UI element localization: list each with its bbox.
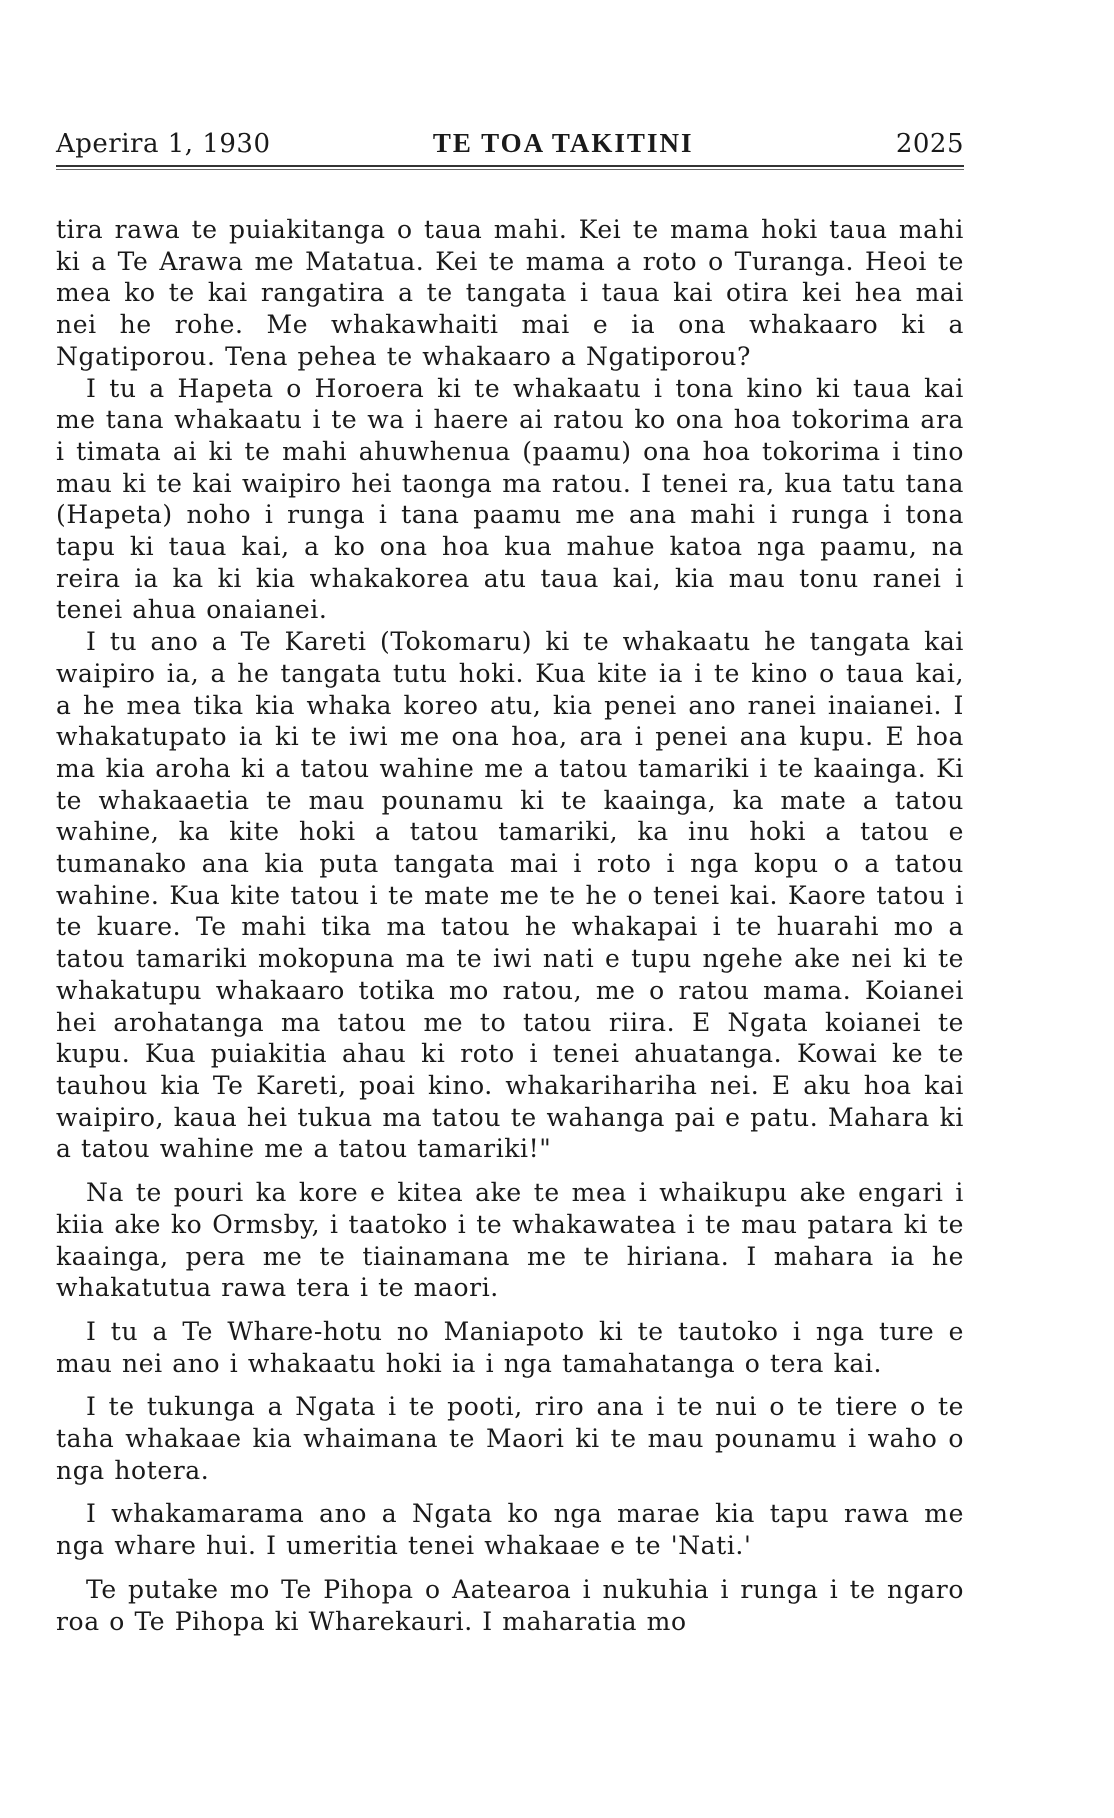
document-page [56, 128, 964, 1637]
publication-title: TE TOA TAKITINI [432, 128, 694, 158]
running-header [56, 128, 964, 167]
header-rule [56, 169, 964, 170]
paragraph-2: I tu a Hapeta o Horoera ki te whakaatu i tona kino ki taua kai me tana whakaatu i te wa i haere ai ratou ko ona hoa tokorima ara i timata ai ki te mahi ahuwhenua (paamu) ona hoa tokorima i tino mau ki te kai waipiro hei taonga ma ratou. I tenei ra, kua tatu tana (Hapeta) noho i runga i tana paamu me ana mahi i runga i tona tapu ki taua kai, a ko ona hoa kua mahue katoa nga paamu, na reira ia ka ki kia whakakorea atu taua kai, kia mau tonu ranei i tenei ahua onaianei. [56, 373, 964, 625]
paragraph-3: I tu ano a Te Kareti (Tokomaru) ki te whakaatu he tangata kai waipiro ia, a he tangata tutu hoki. Kua kite ia i te kino o taua kai, a he mea tika kia whaka koreo atu, kia penei ano ranei inaianei. I whakatupato ia ki te iwi me ona hoa, ara i penei ana kupu. E hoa ma kia aroha ki a tatou wahine me a tatou tamariki i te kaainga. Ki te whakaaetia te mau pounamu ki te kaainga, ka mate a tatou wahine, ka kite hoki a tatou tamariki, ka inu hoki a tatou e tumanako ana kia puta tangata mai i roto i nga kopu o a tatou wahine. Kua kite tatou i te mate me te he o tenei kai. Kaore tatou i te kuare. Te mahi tika ma tatou he whakapai i te huarahi mo a tatou tamariki mokopuna ma te iwi nati e tupu ngehe ake nei ki te whakatupu whakaaro totika mo ratou, me o ratou mama. Koianei hei arohatanga ma tatou me to tatou riira. E Ngata koianei te kupu. Kua puiakitia ahau ki roto i tenei ahuatanga. Kowai ke te tauhou kia Te Kareti, poai kino. whakarihariha nei. E aku hoa kai waipiro, kaua hei tukua ma tatou te wahanga pai e patu. Mahara ki a tatou wahine me a tatou tamariki!" [56, 627, 964, 1164]
paragraph-6: I te tukunga a Ngata i te pooti, riro ana i te nui o te tiere o te taha whakaae kia whaimana te Maori ki te mau pounamu i waho o nga hotera. [56, 1392, 964, 1485]
paragraph-4: Na te pouri ka kore e kitea ake te mea i whaikupu ake engari i kiia ake ko Ormsby, i taatoko i te whakawatea i te mau patara ki te kaainga, pera me te tiainamana me te hiriana. I mahara ia he whakatutua rawa tera i te maori. [56, 1178, 964, 1303]
paragraph-5: I tu a Te Whare-hotu no Maniapoto ki te tautoko i nga ture e mau nei ano i whakaatu hoki ia i nga tamahatanga o tera kai. [56, 1316, 964, 1378]
issue-date: Aperira 1, 1930 [56, 129, 271, 159]
article-body [56, 214, 964, 1637]
page-number: 2025 [895, 129, 964, 159]
paragraph-7: I whakamarama ano a Ngata ko nga marae kia tapu rawa me nga whare hui. I umeritia tenei whakaae e te 'Nati.' [56, 1499, 964, 1561]
paragraph-8: Te putake mo Te Pihopa o Aatearoa i nukuhia i runga i te ngaro roa o Te Pihopa ki Wharekauri. I maharatia mo [56, 1574, 964, 1636]
paragraph-1: tira rawa te puiakitanga o taua mahi. Kei te mama hoki taua mahi ki a Te Arawa me Matatua. Kei te mama a roto o Turanga. Heoi te mea ko te kai rangatira a te tangata i taua kai otira kei hea mai nei he rohe. Me whakawhaiti mai e ia ona whakaaro ki a Ngatiporou. Tena pehea te whakaaro a Ngatiporou? [56, 215, 964, 371]
